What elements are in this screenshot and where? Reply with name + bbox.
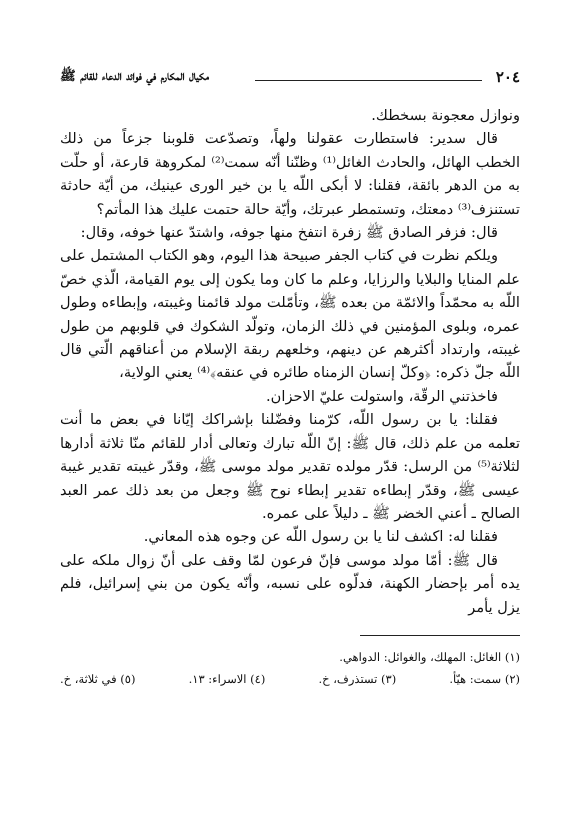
paragraph: قال سدير: فاستطارت عقولنا ولهاً، وتصدّعت قلوبنا جزعاً من ذلك الخطب الهائل، والحادث الغائل⁽¹⁾ وظنّنا أنّه سمت⁽²⁾ لمكروهة قارعة، أو حلّت به من الدهر بائقة، فقلنا: لا أبكى اللّه يا بن خير الورى عينيك، من أيّة حادثة تستنزف⁽³⁾ دمعتك، وتستمطر عبرتك، وأيّة حالة حتمت عليك هذا المأتم؟ [60, 130, 520, 218]
paragraph: قال: فزفر الصادق ﷺ زفرة انتفخ منها جوفه، واشتدّ عنها خوفه، وقال: [80, 224, 498, 242]
document-page [60, 66, 520, 690]
footnote-4: (٤) الاسراء: ١٣. [188, 671, 266, 686]
paragraph: ونوازل معجونة بسخطك. [371, 107, 520, 124]
paragraph: ويلكم نظرت في كتاب الجفر صبيحة هذا اليوم، وهو الكتاب المشتمل على علم المنايا والبلايا والرزايا، وعلم ما كان وما يكون إلى يوم القيامة، الّذي خصّ اللّه به محمّداً والائمّة من بعده ﷺ، وتأمّلت مولد قائمنا وغيبته، وإبطاءه وطول عمره، وبلوى المؤمنين في ذلك الزمان، وتولّد الشكوك في قلوبهم من طول غيبته، وارتداد أكثرهم عن دينهم، وخلعهم ربقة الإسلام من أعناقهم الّتي قال اللّه جلّ ذكره: ﴿وكلّ إنسان الزمناه طائره في عنقه﴾⁽⁴⁾ يعني الولاية، [60, 247, 520, 382]
footnote-row [60, 668, 520, 690]
body-text [60, 104, 520, 619]
paragraph: قال ﷺ: أمّا مولد موسى فإنّ فرعون لمّا وقف على أنّ زوال ملكه على يده أمر بإحضار الكهنة، فدلّوه على نسبه، وأنّه يكون من بني إسرائيل، فلم يزل يأمر [60, 551, 520, 616]
page-number: ٢٠٤ [495, 68, 520, 86]
footnotes [60, 646, 520, 690]
footnote-5: (٥) في ثلاثة، خ. [60, 671, 136, 686]
footnote-2: (٢) سمت: هيّأ. [449, 671, 520, 686]
footnote-rule [360, 635, 520, 636]
paragraph: فقلنا: يا بن رسول اللّه، كرّمنا وفضّلنا بإشراكك إيّانا في بعض ما أنت تعلمه من علم ذلك، قال ﷺ: إنّ اللّه تبارك وتعالى أدار للقائم منّا ثلاثة أدارها لثلاثة⁽⁵⁾ من الرسل: قدّر مولده تقدير مولد موسى ﷺ، وقدّر غيبته تقدير غيبة عيسى ﷺ، وقدّر إبطاءه تقدير إبطاء نوح ﷺ وجعل من بعد ذلك عمر العبد الصالح ـ أعني الخضر ﷺ ـ دليلاً على عمره. [60, 411, 520, 522]
page-header [60, 66, 520, 90]
footnote-1: (١) الغائل: المهلك، والغوائل: الدواهي. [339, 649, 520, 664]
running-title: مكيال المكارم في فوائد الدعاء للقائم ﷺ [60, 69, 210, 84]
header-rule [255, 80, 482, 81]
paragraph: فاخذتني الرقّة، واستولت عليّ الاحزان. [266, 387, 498, 405]
paragraph: فقلنا له: اكشف لنا يا بن رسول اللّه عن وجوه هذه المعاني. [143, 528, 498, 546]
footnote-3: (٣) تستذرف، خ. [318, 671, 397, 686]
